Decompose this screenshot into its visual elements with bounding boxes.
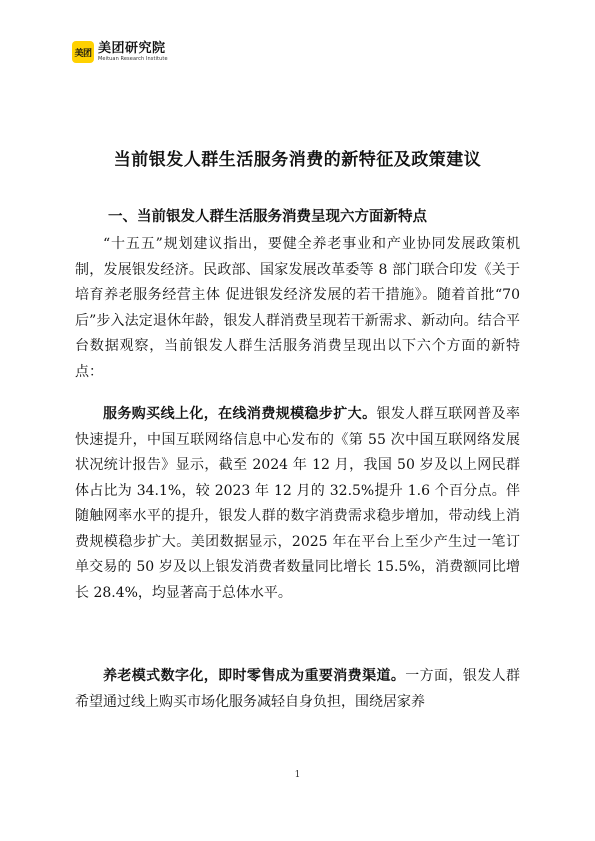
logo-wordmark — [98, 42, 168, 62]
paragraph-online-consumption — [75, 402, 520, 606]
document-title: 当前银发人群生活服务消费的新特征及政策建议 — [113, 150, 482, 170]
section-heading: 一、当前银发人群生活服务消费呈现六方面新特点 — [108, 209, 427, 225]
paragraph-intro — [75, 232, 520, 385]
paragraph-text: 银发人群互联网普及率快速提升，中国互联网络信息中心发布的《第 55 次中国互联网络发展状况统计报告》显示，截至 2024 年 12 月，我国 50 岁及以上网民群体占比为 34.1%，较 2023 年 12 月的 32.5%提升 1.6 个百分点。伴随触网率水平的提升，银发人群的数字消费需求稳步增加，带动线上消费规模稳步扩大。美团数据显示，2025 年在平台上至少产生过一笔订单交易的 50 岁及以上银发消费者数量同比增长 15.5%，消费额同比增长 28.4%，均显著高于总体水平。 — [75, 406, 521, 601]
meituan-logo-icon: 美团 — [72, 41, 94, 63]
page-header — [72, 40, 168, 64]
paragraph-digital-elderly-care — [75, 664, 520, 715]
paragraph-text: “十五五”规划建议指出，要健全养老事业和产业协同发展政策机制，发展银发经济。民政部、国家发展改革委等 8 部门联合印发《关于培育养老服务经营主体 促进银发经济发展的若干措施》。随着首批“70 后”步入法定退休年龄，银发人群消费呈现若干新需求、新动向。结合平台数据观察，当前银发人群生活服务消费呈现出以下六个方面的新特点： — [75, 236, 520, 380]
paragraph-lead: 养老模式数字化，即时零售成为重要消费渠道。 — [103, 668, 406, 684]
paragraph-text: 一方面，银发人群希望通过线上购买市场化服务减轻自身负担，围绕居家养 — [75, 668, 520, 710]
logo-name: 美团研究院 — [98, 41, 166, 56]
page-number: 1 — [294, 770, 301, 780]
paragraph-lead: 服务购买线上化，在线消费规模稳步扩大。 — [103, 406, 377, 422]
logo-subtitle: Meituan Research Institute — [98, 56, 168, 62]
